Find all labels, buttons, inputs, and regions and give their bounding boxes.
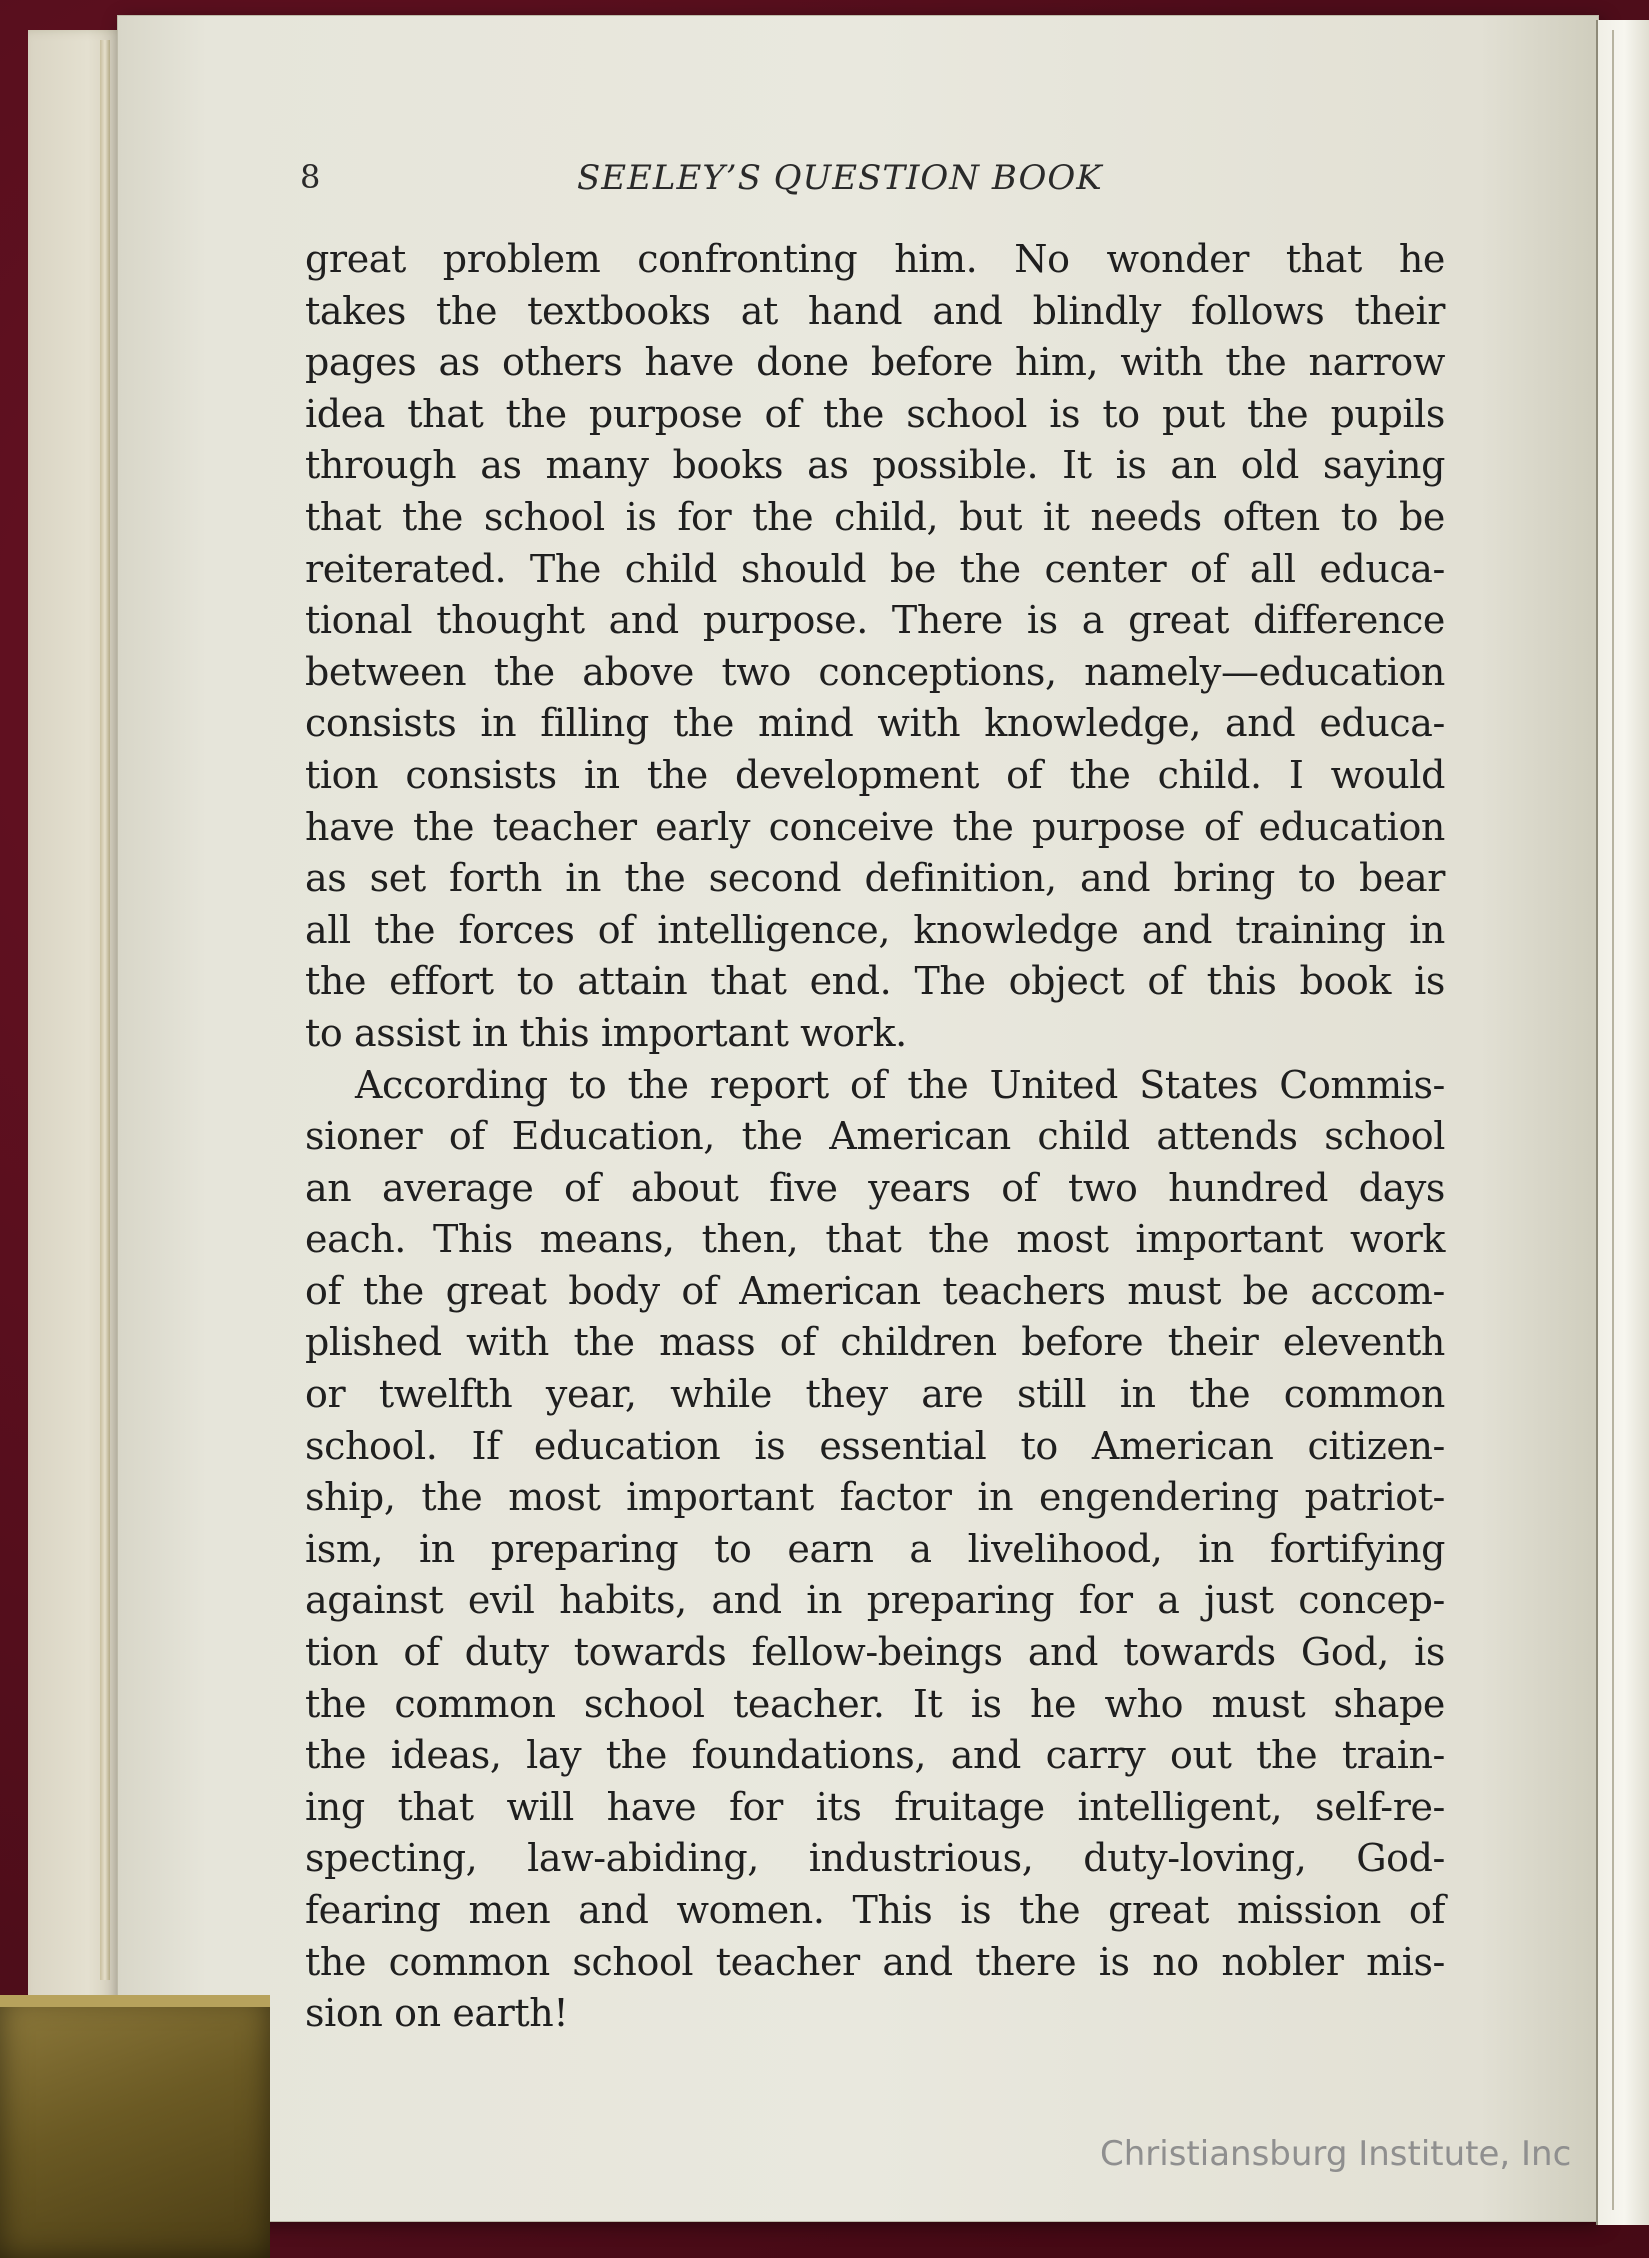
text-line: the ideas, lay the foundations, and carry out the train- (305, 1733, 1445, 1778)
text-line: the common school teacher and there is no nobler mis- (305, 1939, 1445, 1984)
text-line: plished with the mass of children before their eleventh (305, 1320, 1445, 1365)
text-line: ism, in preparing to earn a livelihood, in fortifying (305, 1526, 1445, 1571)
text-line: the effort to attain that end. The object of this book is (305, 959, 1445, 1004)
right-page-stack (1596, 20, 1649, 2225)
text-line: between the above two conceptions, namely—education (305, 649, 1445, 694)
text-line: According to the report of the United States Commis- (355, 1062, 1445, 1107)
text-line: tion of duty towards fellow-beings and towards God, is (305, 1630, 1445, 1675)
page-stack-line (1612, 30, 1614, 2210)
text-line: fearing men and women. This is the great mission of (305, 1888, 1445, 1932)
text-line: all the forces of intelligence, knowledge and training in (305, 907, 1445, 952)
text-line: tional thought and purpose. There is a great difference (305, 598, 1445, 643)
text-line: the common school teacher. It is he who must shape (305, 1681, 1445, 1726)
text-line: reiterated. The child should be the center of all educa- (305, 546, 1445, 591)
text-line: specting, law-abiding, industrious, duty-loving, God- (305, 1836, 1445, 1881)
text-line: pages as others have done before him, with the narrow (305, 340, 1445, 385)
body-text (305, 234, 1445, 2040)
left-page-edge (28, 30, 130, 2030)
text-line: as set forth in the second definition, and bring to bear (305, 856, 1445, 901)
page-header (300, 158, 1450, 198)
text-line: sioner of Education, the American child attends school (305, 1114, 1445, 1159)
book-cover-corner (0, 1995, 270, 2258)
page-number: 8 (300, 158, 321, 196)
text-line: ship, the most important factor in engendering patriot- (305, 1475, 1445, 1520)
text-line: or twelfth year, while they are still in the common (305, 1372, 1445, 1417)
text-line: each. This means, then, that the most important work (305, 1217, 1445, 1262)
text-line: school. If education is essential to American citizen- (305, 1423, 1445, 1468)
text-line: of the great body of American teachers must be accom- (305, 1268, 1445, 1313)
page-fold-stripe (100, 40, 110, 1980)
text-line: tion consists in the development of the child. I would (305, 752, 1445, 797)
text-line: have the teacher early conceive the purpose of education (305, 804, 1445, 849)
text-line: great problem confronting him. No wonder that he (305, 237, 1445, 281)
text-line: against evil habits, and in preparing for a just concep- (305, 1578, 1445, 1623)
watermark: Christiansburg Institute, Inc (1100, 2134, 1572, 2174)
text-line: ing that will have for its fruitage intelligent, self-re- (305, 1784, 1445, 1829)
text-line: idea that the purpose of the school is to put the pupils (305, 391, 1445, 436)
text-line: that the school is for the child, but it needs often to be (305, 494, 1445, 539)
book-cover-edge (0, 1995, 270, 2007)
text-line: an average of about five years of two hundred days (305, 1165, 1445, 1210)
running-head: SEELEY’S QUESTION BOOK (577, 158, 1103, 198)
text-line: takes the textbooks at hand and blindly follows their (305, 288, 1445, 333)
text-line: through as many books as possible. It is an old saying (305, 443, 1445, 488)
text-line: consists in filling the mind with knowledge, and educa- (305, 701, 1445, 746)
text-line: to assist in this important work. (305, 1010, 907, 1055)
text-line: sion on earth! (305, 1991, 569, 2036)
